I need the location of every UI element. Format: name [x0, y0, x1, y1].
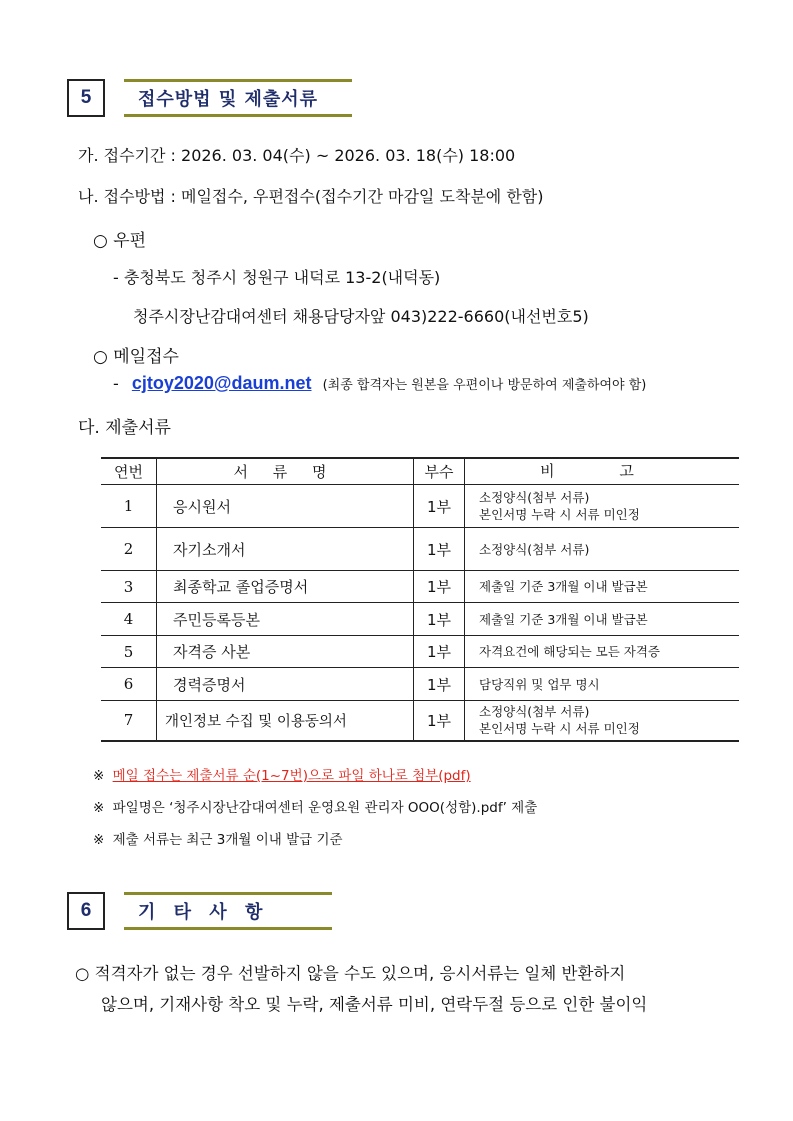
section-number-6: 6 — [67, 892, 105, 930]
note-recent-text: 제출 서류는 최근 3개월 이내 발급 기준 — [112, 832, 343, 848]
row-note: 담당직위 및 업무 명시 — [465, 668, 740, 701]
row-no: 2 — [101, 528, 157, 571]
header-no: 연번 — [101, 458, 157, 485]
table-row — [101, 528, 739, 571]
table-header-row — [101, 458, 739, 485]
row-no: 1 — [101, 485, 157, 528]
table-row — [101, 485, 739, 528]
row-name: 개인정보 수집 및 이용동의서 — [157, 701, 414, 741]
row-name: 경력증명서 — [157, 668, 414, 701]
post-address-line2: 청주시장난감대여센터 채용담당자앞 043)222-6660(내선번호5) — [133, 307, 589, 326]
row-no: 4 — [101, 603, 157, 636]
row-note — [465, 485, 740, 528]
row-note: 자격요건에 해당되는 모든 자격증 — [465, 636, 740, 668]
row-count: 1부 — [414, 636, 465, 668]
row-note: 소정양식(첨부 서류) — [465, 528, 740, 571]
row-count: 1부 — [414, 528, 465, 571]
note-email-order-text: 메일 접수는 제출서류 순(1~7번)으로 파일 하나로 첨부(pdf) — [112, 768, 471, 784]
row-note: 제출일 기준 3개월 이내 발급본 — [465, 571, 740, 603]
row-count: 1부 — [414, 603, 465, 636]
row-note-line1: 소정양식(첨부 서류) — [479, 490, 590, 505]
table-row — [101, 668, 739, 701]
row-name: 자기소개서 — [157, 528, 414, 571]
row-name: 주민등록등본 — [157, 603, 414, 636]
application-method: 나. 접수방법 : 메일접수, 우편접수(접수기간 마감일 도착분에 한함) — [78, 187, 544, 206]
email-heading: ○ 메일접수 — [93, 347, 179, 367]
other-paragraph-line2: 않으며, 기재사항 착오 및 누락, 제출서류 미비, 연락두절 등으로 인한 불이익 — [101, 995, 648, 1014]
note-filename — [93, 796, 537, 816]
note-email-order — [93, 764, 471, 784]
email-note: (최종 합격자는 원본을 우편이나 방문하여 제출하여야 함) — [322, 378, 647, 393]
header-note: 비 고 — [465, 458, 740, 485]
row-count: 1부 — [414, 701, 465, 741]
row-note-line2: 본인서명 누락 시 서류 미인정 — [479, 721, 640, 737]
post-heading: ○ 우편 — [93, 231, 147, 251]
section-title-submission: 접수방법 및 제출서류 — [124, 79, 352, 117]
application-period: 가. 접수기간 : 2026. 03. 04(수) ~ 2026. 03. 18(수) 18:00 — [78, 146, 516, 165]
email-link[interactable]: cjtoy2020@daum.net — [131, 373, 312, 393]
table-row — [101, 603, 739, 636]
section-title-other: 기 타 사 항 — [124, 892, 332, 930]
row-name: 자격증 사본 — [157, 636, 414, 668]
section-number-5: 5 — [67, 79, 105, 117]
table-row — [101, 636, 739, 668]
row-no: 6 — [101, 668, 157, 701]
row-note: 제출일 기준 3개월 이내 발급본 — [465, 603, 740, 636]
header-count: 부수 — [414, 458, 465, 485]
note-mark: ※ — [93, 768, 105, 784]
row-count: 1부 — [414, 485, 465, 528]
email-dash: - — [113, 374, 119, 393]
row-note — [465, 701, 740, 741]
required-documents-table — [101, 457, 739, 742]
note-recent — [93, 828, 343, 848]
note-mark: ※ — [93, 800, 105, 816]
header-name: 서 류 명 — [157, 458, 414, 485]
email-line — [113, 373, 646, 394]
docs-heading: 다. 제출서류 — [78, 418, 171, 438]
note-filename-text: 파일명은 ‘청주시장난감대여센터 운영요원 관리자 OOO(성함).pdf’ 제출 — [112, 800, 538, 816]
row-count: 1부 — [414, 571, 465, 603]
row-count: 1부 — [414, 668, 465, 701]
row-no: 7 — [101, 701, 157, 741]
note-mark: ※ — [93, 832, 105, 848]
row-note-line2: 본인서명 누락 시 서류 미인정 — [479, 507, 640, 522]
other-paragraph-line1: ○ 적격자가 없는 경우 선발하지 않을 수도 있으며, 응시서류는 일체 반환하지 — [75, 964, 626, 983]
row-name: 응시원서 — [157, 485, 414, 528]
table-row — [101, 571, 739, 603]
post-address-line1: - 충청북도 청주시 청원구 내덕로 13-2(내덕동) — [113, 268, 441, 287]
table-row — [101, 701, 739, 741]
row-name: 최종학교 졸업증명서 — [157, 571, 414, 603]
row-note-line1: 소정양식(첨부 서류) — [479, 704, 590, 720]
row-no: 3 — [101, 571, 157, 603]
row-no: 5 — [101, 636, 157, 668]
